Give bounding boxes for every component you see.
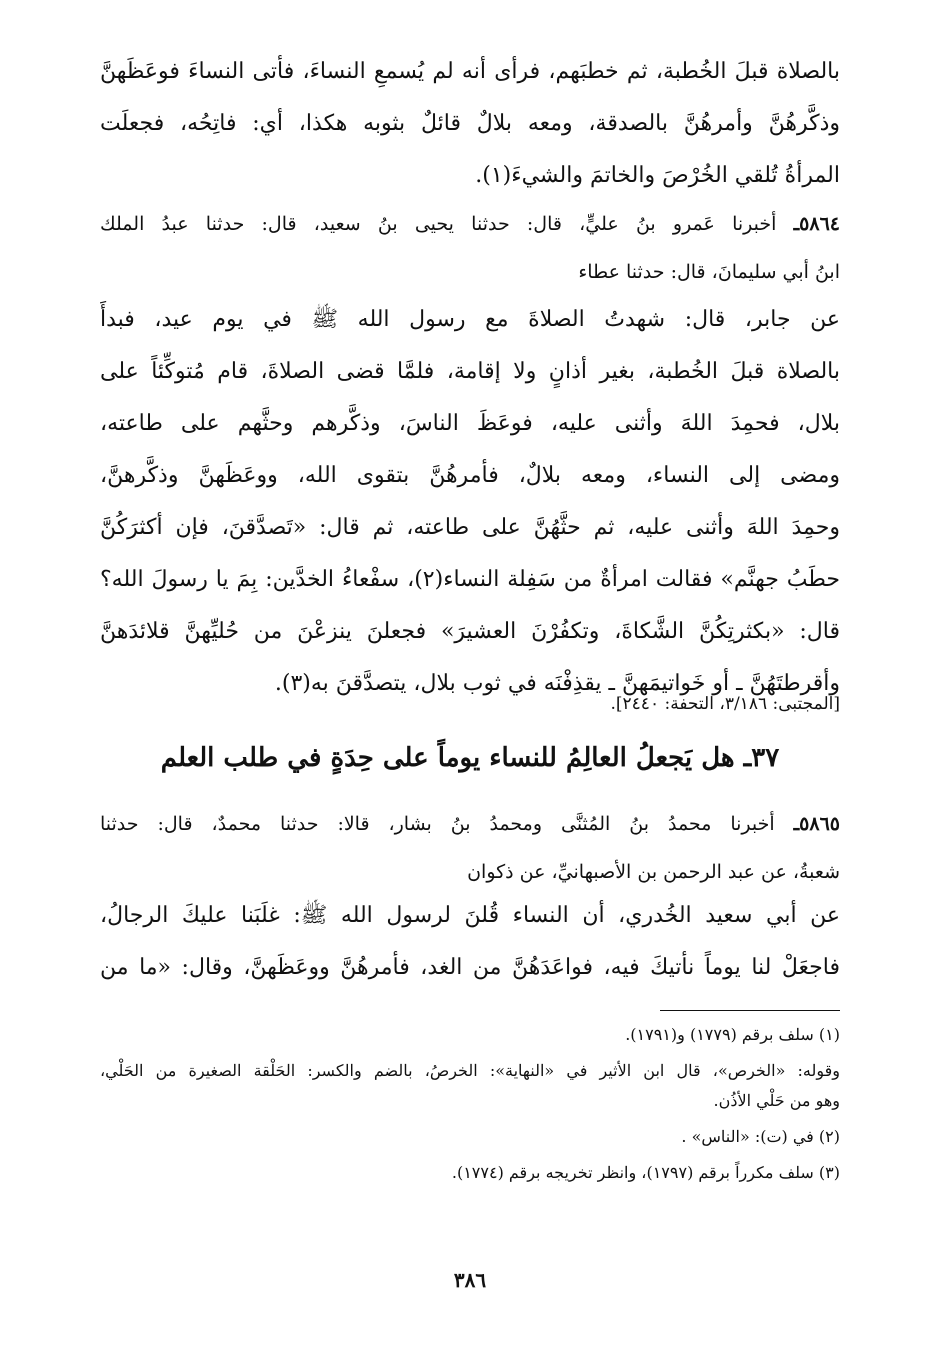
source-reference <box>100 690 840 718</box>
hadith-5864-matn <box>100 294 840 710</box>
text-line: وأقرطتَهُنَّ ـ أو خَواتيمَهنَّ ـ يقذِفْنَه في ثوب بلال، يتصدَّقنَ به(٣). <box>274 671 840 696</box>
text-line: ابنُ أبي سليمانَ، قال: حدثنا عطاء <box>578 261 840 283</box>
page-number: ٣٨٦ <box>453 1268 487 1292</box>
footnotes <box>100 1020 840 1188</box>
text-line: وحمِدَ اللهَ وأثنى عليه، ثم حثَّهُنَّ على طاعته، ثم قال: «تَصدَّقنَ، فإن أكثرَكُنَّ <box>100 515 840 540</box>
text-line: وذكَّرهُنَّ وأمرهُنَّ بالصدقة، ومعه بلالٌ قائلٌ بثوبه هكذا، أي: فاتِحُه، فجعلَت <box>100 111 840 136</box>
hadith-number: ٥٨٦٥ـ <box>793 813 840 835</box>
text-line <box>100 800 840 848</box>
text-line: فاجعَلْ لنا يوماً نأتيكَ فيه، فواعَدَهُنَّ من الغد، فأمرهُنَّ ووعَظَهنَّ، وقال: «ما من <box>100 955 840 980</box>
text-line: بلال، فحمِدَ اللهَ وأثنى عليه، فوعَظَ الناسَ، وذكَّرهم وحثَّهم على طاعته، <box>100 411 840 436</box>
text-line: عن جابر، قال: شهدتُ الصلاةَ مع رسول الله ﷺ في يوم عيد، فبدأَ <box>100 307 840 332</box>
reference-text: [المجتبى: ٣/١٨٦، التحفة: ٢٤٤٠]. <box>610 694 840 714</box>
footnote-separator <box>660 1010 840 1011</box>
text-line: قال: «بكثرتِكُنَّ الشَّكاةَ، وتكفُرْنَ العشيرَ» فجعلنَ ينزعْنَ من حُليِّهنَّ قلائدَهنَّ <box>100 619 840 644</box>
chapter-heading: ٣٧ـ هل يَجعلُ العالِمُ للنساء يوماً على حِدَةٍ في طلب العلم <box>160 743 780 773</box>
isnad-text: أخبرنا محمدُ بنُ المُثنَّى ومحمدُ بنُ بشار، قالا: حدثنا محمدٌ، قال: حدثنا <box>100 813 775 835</box>
hadith-number: ٥٨٦٤ـ <box>793 213 840 235</box>
text-line <box>100 200 840 248</box>
text-line: حطَبُ جهنَّم» فقالت امرأةٌ من سَفِلة النساء(٢)، سفْعاءُ الخدَّين: بِمَ يا رسولَ الله؟ <box>100 567 840 592</box>
text-line: المرأةُ تُلقي الخُرْصَ والخاتمَ والشيءَ(١). <box>475 163 840 188</box>
footnote: (٢) في (ت): «الناس» . <box>681 1127 840 1146</box>
footnote: وقوله: «الخرص»، قال ابن الأثير في «النهاية»: الخرصُ، بالضم والكسر: الحَلْقة الصغيرة من الحَلْي، <box>100 1061 840 1080</box>
isnad-text: أخبرنا عَمرو بنُ عليٍّ، قال: حدثنا يحيى بنُ سعيد، قال: حدثنا عبدُ الملك <box>100 213 777 235</box>
paragraph-continuation <box>100 46 840 202</box>
footnote: وهو من حَلْي الأذُن. <box>713 1091 840 1110</box>
hadith-5864-isnad <box>100 200 840 296</box>
footnote: (٣) سلف مكرراً برقم (١٧٩٧)، وانظر تخريجه برقم (١٧٧٤). <box>451 1163 840 1182</box>
hadith-5865-matn <box>100 890 840 994</box>
text-line: ومضى إلى النساء، ومعه بلالٌ، فأمرهُنَّ بتقوى الله، ووعَظَهنَّ وذكَّرهنَّ، <box>100 463 840 488</box>
text-line: بالصلاة قبلَ الخُطبة، بغير أذانٍ ولا إقامة، فلمَّا قضى الصلاةَ، قام مُتوكِّئاً على <box>100 359 840 384</box>
text-line: شعبةُ، عن عبد الرحمن بن الأصبهانيِّ، عن ذكوان <box>467 861 840 883</box>
text-line: بالصلاة قبلَ الخُطبة، ثم خطبَهم، فرأى أنه لم يُسمعِ النساءَ، فأتى النساءَ فوعَظَهنَّ <box>100 59 840 84</box>
hadith-5865-isnad <box>100 800 840 896</box>
text-line: عن أبي سعيد الخُدري، أن النساء قُلنَ لرسول الله ﷺ: غلَبَنا عليكَ الرجالُ، <box>100 903 840 928</box>
footnote: (١) سلف برقم (١٧٧٩) و(١٧٩١). <box>625 1025 840 1044</box>
